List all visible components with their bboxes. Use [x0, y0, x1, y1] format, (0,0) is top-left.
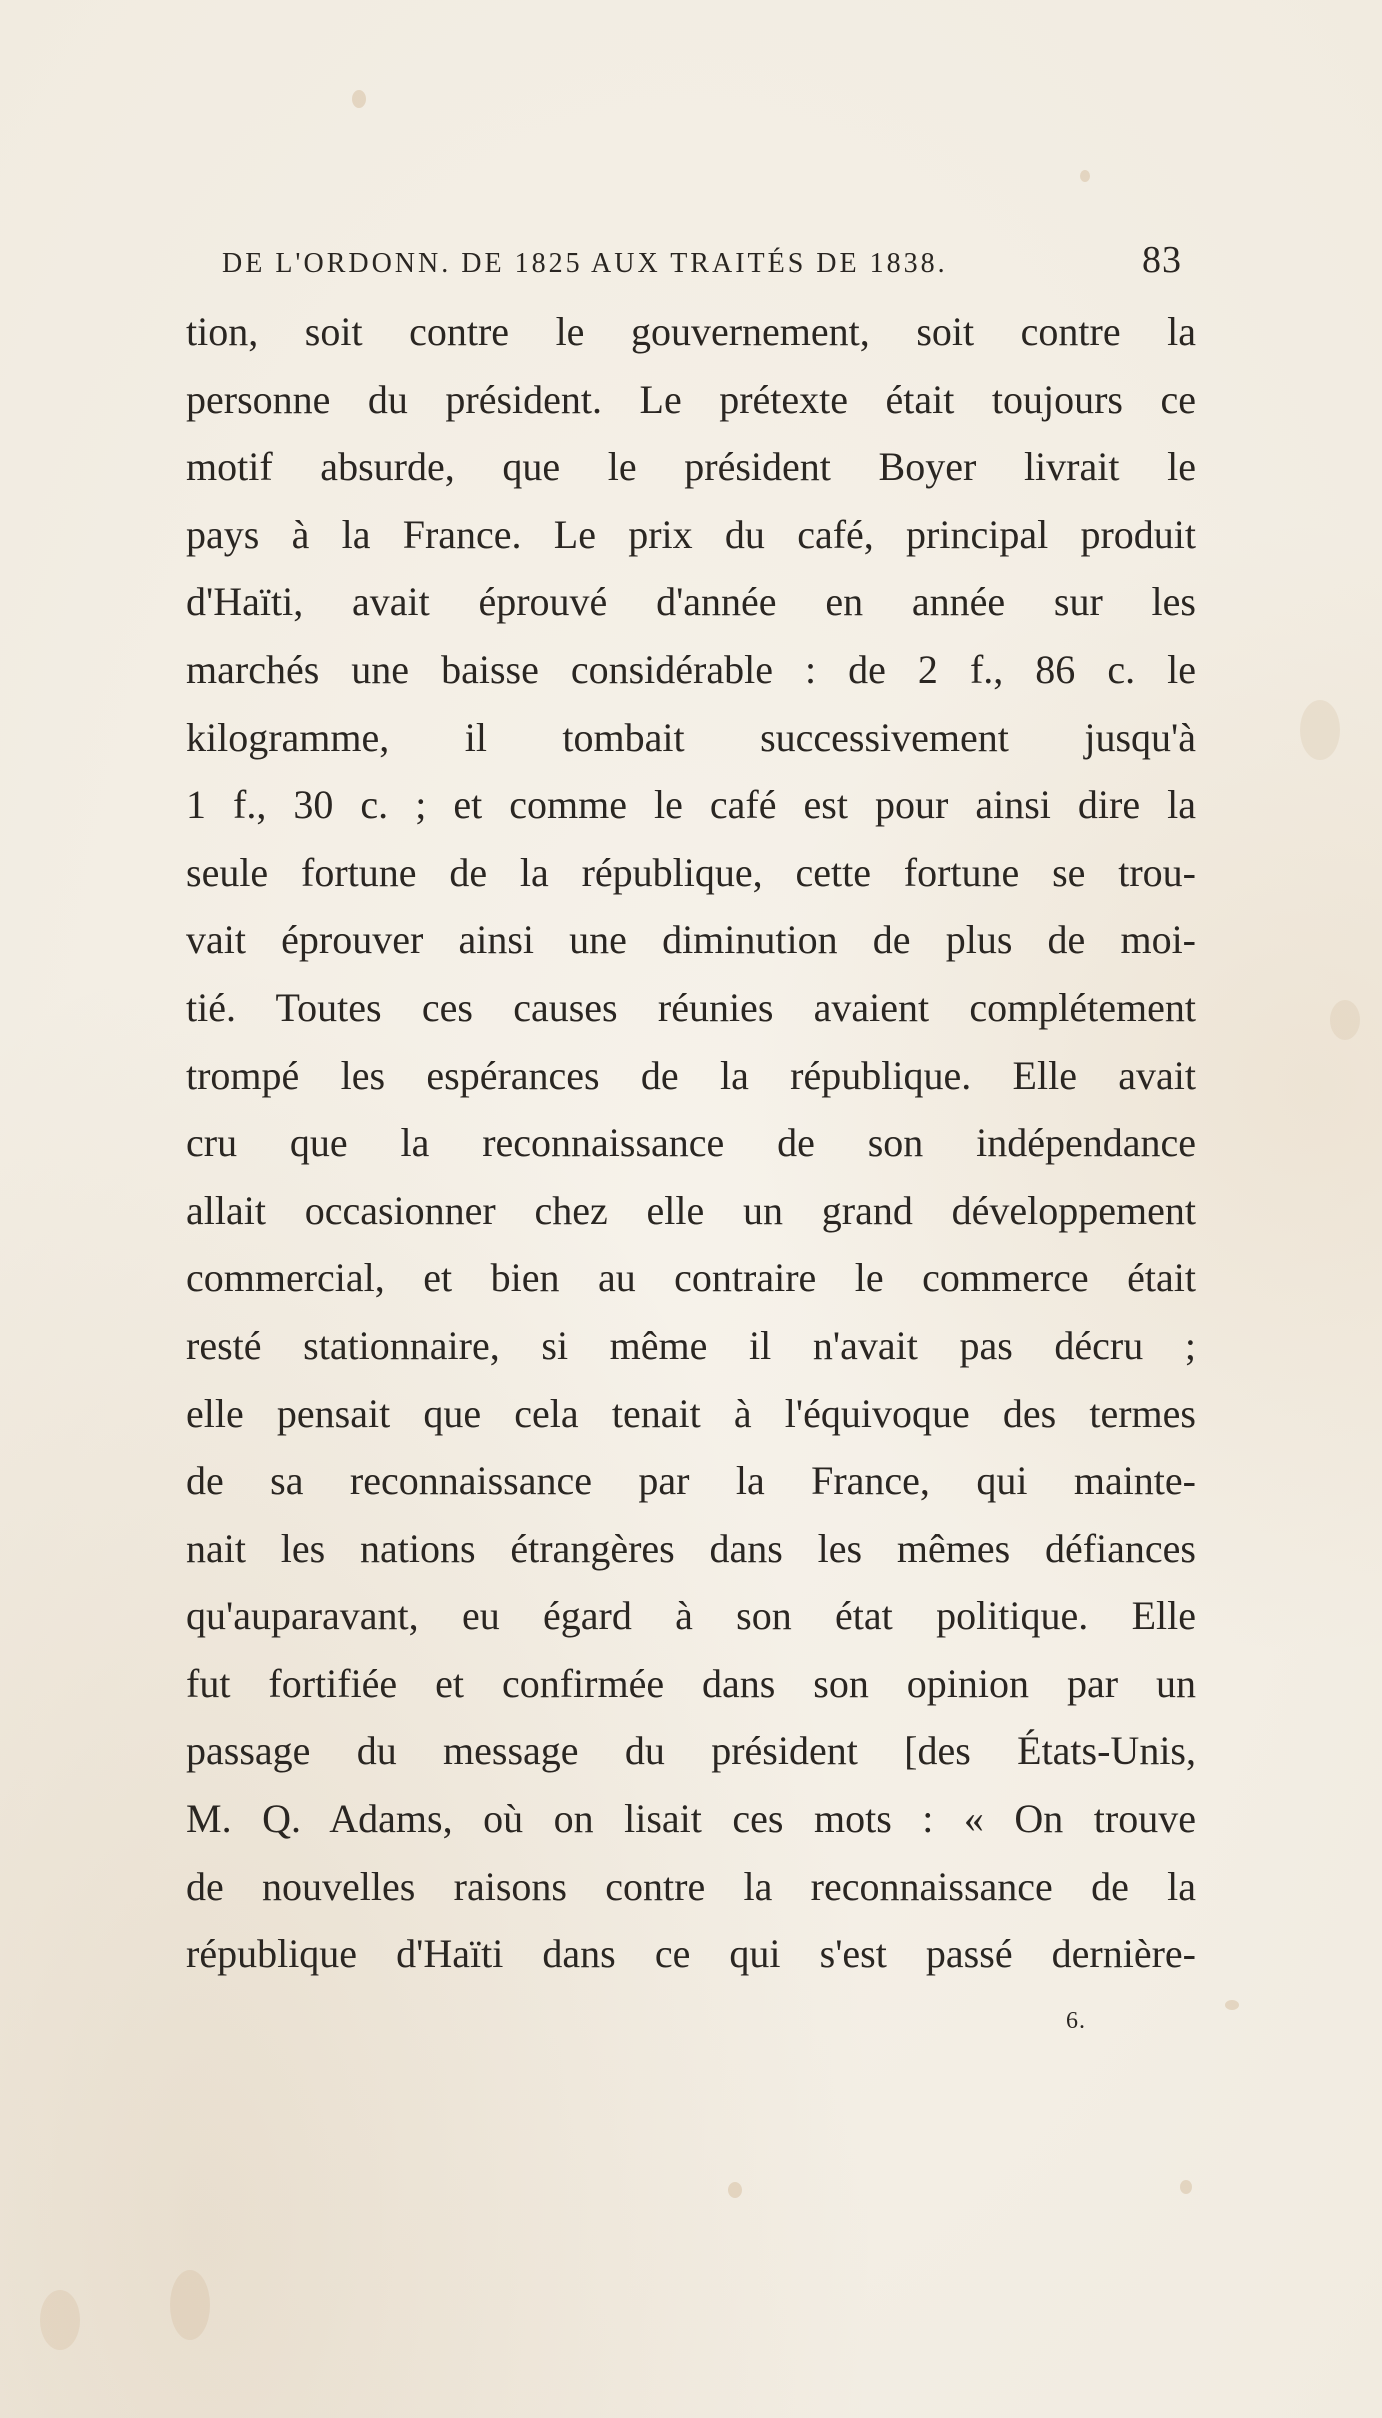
signature-mark: 6.: [1066, 2008, 1086, 2034]
running-head: [222, 238, 1182, 294]
text-line: trompé les espérances de la république. Elle avait: [186, 1052, 1196, 1098]
text-line: pays à la France. Le prix du café, principal produit: [186, 511, 1196, 557]
text-line: allait occasionner chez elle un grand développement: [186, 1187, 1196, 1233]
foxing-stain: [1300, 700, 1340, 760]
text-line: cru que la reconnaissance de son indépendance: [186, 1120, 1196, 1166]
text-line: seule fortune de la république, cette fortune se trou-: [186, 849, 1196, 895]
text-line: marchés une baisse considérable : de 2 f., 86 c. le: [186, 646, 1196, 692]
foxing-stain: [170, 2270, 210, 2340]
text-line: commercial, et bien au contraire le commerce était: [186, 1255, 1196, 1301]
text-line: de nouvelles raisons contre la reconnaissance de la: [186, 1863, 1196, 1909]
foxing-stain: [1180, 2180, 1192, 2194]
text-line: république d'Haïti dans ce qui s'est passé dernière-: [186, 1931, 1196, 1977]
foxing-stain: [728, 2182, 742, 2198]
text-line: passage du message du président [des États-Unis,: [186, 1728, 1196, 1774]
page-number: 83: [1142, 239, 1182, 281]
text-line: elle pensait que cela tenait à l'équivoque des termes: [186, 1390, 1196, 1436]
running-title: DE L'ORDONN. DE 1825 AUX TRAITÉS DE 1838.: [222, 248, 948, 279]
text-line: nait les nations étrangères dans les mêmes défiances: [186, 1525, 1196, 1571]
text-line: d'Haïti, avait éprouvé d'année en année sur les: [186, 579, 1196, 625]
text-line: de sa reconnaissance par la France, qui mainte-: [186, 1458, 1196, 1504]
foxing-stain: [1330, 1000, 1360, 1040]
body-text: [186, 298, 1196, 1988]
text-line: 1 f., 30 c. ; et comme le café est pour ainsi dire la: [186, 782, 1196, 828]
text-line: qu'auparavant, eu égard à son état politique. Elle: [186, 1593, 1196, 1639]
foxing-stain: [40, 2290, 80, 2350]
foxing-stain: [1080, 170, 1090, 182]
text-line: resté stationnaire, si même il n'avait pas décru ;: [186, 1322, 1196, 1368]
text-line: fut fortifiée et confirmée dans son opinion par un: [186, 1660, 1196, 1706]
text-line: kilogramme, il tombait successivement jusqu'à: [186, 714, 1196, 760]
text-line: tion, soit contre le gouvernement, soit contre la: [186, 309, 1196, 354]
text-line: vait éprouver ainsi une diminution de plus de moi-: [186, 917, 1196, 963]
text-line: tié. Toutes ces causes réunies avaient complétement: [186, 984, 1196, 1030]
text-line: M. Q. Adams, où on lisait ces mots : « On trouve: [186, 1796, 1196, 1842]
foxing-stain: [352, 90, 366, 108]
foxing-stain: [1225, 2000, 1239, 2010]
text-line: personne du président. Le prétexte était toujours ce: [186, 376, 1196, 422]
text-line: motif absurde, que le président Boyer livrait le: [186, 444, 1196, 490]
